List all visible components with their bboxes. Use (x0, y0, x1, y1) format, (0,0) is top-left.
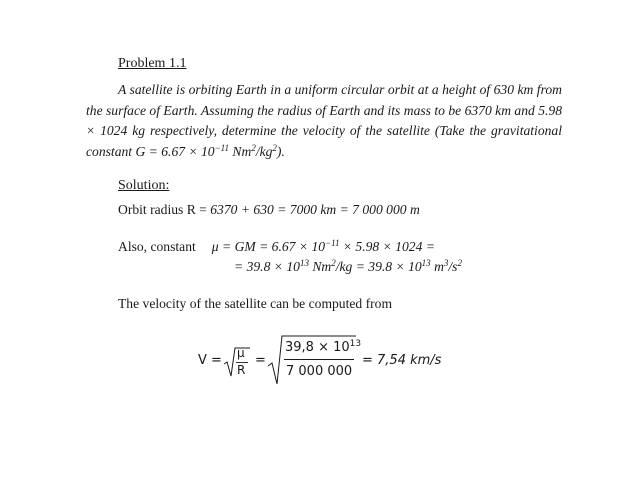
velocity-formula (198, 334, 458, 386)
mu-line-2 (234, 259, 462, 275)
mu2-part-3: /kg = 39.8 × 10 (335, 259, 422, 274)
formula-result (362, 353, 441, 368)
statement-exp-3: 2 (272, 142, 277, 153)
solution-heading: Solution: (118, 178, 170, 193)
numerator-exp: 13 (349, 339, 362, 349)
statement-part-4: ). (276, 143, 285, 159)
numerator-value: 39,8 × 10 (285, 340, 350, 355)
orbit-radius-line (118, 202, 420, 218)
also-constant-label: Also, constant (118, 239, 196, 254)
mu2-part-5: /s (448, 259, 458, 274)
statement-part-2: Nm (229, 143, 252, 159)
problem-title: Problem 1.1 (118, 56, 187, 71)
formula-mu-symbol: μ (237, 346, 245, 360)
mu2-exp-3: 13 (421, 258, 431, 268)
mu2-part-1: = 39.8 × 10 (234, 259, 300, 274)
mu2-exp-2: 2 (331, 258, 336, 268)
statement-part-1: A satellite is orbiting Earth in a uniform circular orbit at a height of 630 km from the surface of Earth. Assuming the radius of Earth and its mass to be 6370 km and 5.98 × 1024 kg respectively, determine the velocity of the satellite (Take the gravitational constant G = 6.67 × 10 (86, 82, 562, 159)
mu-exp-1: −11 (325, 238, 340, 248)
orbit-radius-label: Orbit radius R = (118, 202, 211, 217)
orbit-radius-value: 6370 + 630 = 7000 km = 7 000 000 m (210, 202, 420, 217)
statement-exp-1: −11 (214, 142, 230, 153)
mu2-exp-4: 3 (443, 258, 449, 268)
statement-exp-2: 2 (251, 142, 256, 153)
problem-statement (86, 80, 562, 162)
formula-lhs: V = (198, 353, 222, 368)
formula-denominator: 7 000 000 (286, 364, 353, 379)
formula-r-symbol: R (237, 363, 246, 377)
mu2-exp-5: 2 (457, 258, 462, 268)
formula-equals: = (255, 353, 266, 368)
mu-part-2: × 5.98 × 1024 = (339, 239, 435, 254)
mu2-part-4: m (430, 259, 444, 274)
velocity-intro: The velocity of the satellite can be computed from (118, 296, 393, 311)
mu2-exp-1: 13 (299, 258, 309, 268)
formula-numerator (285, 340, 361, 355)
mu-part-1: μ = GM = 6.67 × 10 (211, 239, 326, 254)
mu2-part-2: Nm (308, 259, 332, 274)
mu-line-1 (118, 239, 435, 255)
result-value: = 7,54 km/s (362, 353, 442, 368)
statement-part-3: /kg (255, 143, 273, 159)
